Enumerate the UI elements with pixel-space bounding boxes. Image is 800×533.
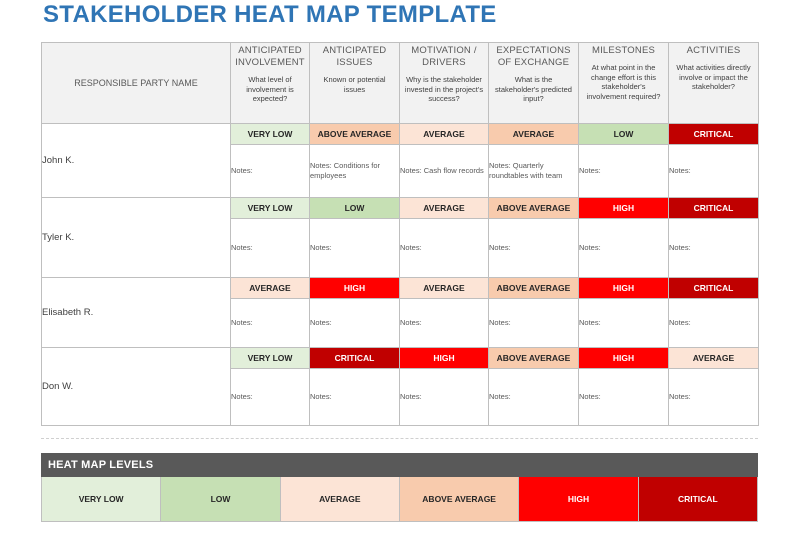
heat-level-cell[interactable]: ABOVE AVERAGE bbox=[489, 278, 579, 299]
notes-cell[interactable]: Notes: bbox=[669, 369, 759, 426]
stakeholder-level-row bbox=[42, 278, 759, 299]
heat-level-cell[interactable]: CRITICAL bbox=[669, 124, 759, 145]
column-subtitle: What is the stakeholder's predicted input? bbox=[495, 75, 572, 103]
stakeholder-name[interactable]: John K. bbox=[42, 124, 231, 198]
column-title: EXPECTATIONS OF EXCHANGE bbox=[496, 45, 571, 68]
heat-level-cell[interactable]: VERY LOW bbox=[231, 124, 310, 145]
notes-cell[interactable]: Notes: Conditions for employees bbox=[310, 145, 400, 198]
heat-level-cell[interactable]: ABOVE AVERAGE bbox=[489, 348, 579, 369]
heat-level-cell[interactable]: AVERAGE bbox=[669, 348, 759, 369]
notes-cell[interactable]: Notes: bbox=[579, 299, 669, 348]
heat-level-cell[interactable]: CRITICAL bbox=[310, 348, 400, 369]
heat-level-cell[interactable]: VERY LOW bbox=[231, 198, 310, 219]
notes-cell[interactable]: Notes: bbox=[310, 219, 400, 278]
notes-cell[interactable]: Notes: bbox=[579, 219, 669, 278]
notes-cell[interactable]: Notes: bbox=[400, 299, 489, 348]
notes-cell[interactable]: Notes: bbox=[231, 299, 310, 348]
responsible-party-header: RESPONSIBLE PARTY NAME bbox=[42, 43, 231, 124]
section-divider bbox=[41, 438, 758, 439]
legend-level-swatch: ABOVE AVERAGE bbox=[400, 477, 519, 521]
heat-level-cell[interactable]: AVERAGE bbox=[400, 124, 489, 145]
column-header-issues bbox=[310, 43, 400, 124]
heat-level-cell[interactable]: LOW bbox=[579, 124, 669, 145]
notes-cell[interactable]: Notes: bbox=[579, 369, 669, 426]
notes-cell[interactable]: Notes: bbox=[310, 299, 400, 348]
heat-level-cell[interactable]: AVERAGE bbox=[400, 278, 489, 299]
heat-level-cell[interactable]: HIGH bbox=[400, 348, 489, 369]
heat-level-cell[interactable]: HIGH bbox=[579, 198, 669, 219]
notes-cell[interactable]: Notes: Cash flow records bbox=[400, 145, 489, 198]
heat-level-cell[interactable]: CRITICAL bbox=[669, 278, 759, 299]
notes-cell[interactable]: Notes: bbox=[669, 145, 759, 198]
column-subtitle: Why is the stakeholder invested in the project's success? bbox=[404, 75, 484, 103]
legend-level-swatch: HIGH bbox=[519, 477, 638, 521]
heat-level-cell[interactable]: AVERAGE bbox=[400, 198, 489, 219]
notes-cell[interactable]: Notes: bbox=[579, 145, 669, 198]
legend-row bbox=[41, 477, 758, 522]
stakeholder-level-row bbox=[42, 124, 759, 145]
notes-cell[interactable]: Notes: bbox=[231, 145, 310, 198]
heat-map-levels-legend bbox=[41, 453, 758, 522]
column-header-involvement bbox=[231, 43, 310, 124]
column-title: ACTIVITIES bbox=[686, 45, 741, 56]
notes-cell[interactable]: Notes: bbox=[400, 369, 489, 426]
heat-level-cell[interactable]: HIGH bbox=[310, 278, 400, 299]
legend-level-swatch: CRITICAL bbox=[639, 477, 757, 521]
heat-level-cell[interactable]: CRITICAL bbox=[669, 198, 759, 219]
notes-cell[interactable]: Notes: bbox=[310, 369, 400, 426]
stakeholder-name[interactable]: Elisabeth R. bbox=[42, 278, 231, 348]
column-header-milestones bbox=[579, 43, 669, 124]
column-subtitle: What level of involvement is expected? bbox=[246, 75, 294, 103]
heat-level-cell[interactable]: AVERAGE bbox=[489, 124, 579, 145]
heat-level-cell[interactable]: HIGH bbox=[579, 348, 669, 369]
page-title: STAKEHOLDER HEAT MAP TEMPLATE bbox=[43, 1, 497, 28]
heat-level-cell[interactable]: VERY LOW bbox=[231, 348, 310, 369]
column-subtitle: Known or potential issues bbox=[323, 75, 386, 94]
column-title: MILESTONES bbox=[591, 45, 656, 56]
column-header-expectations bbox=[489, 43, 579, 124]
header-row bbox=[42, 43, 759, 124]
notes-cell[interactable]: Notes: bbox=[669, 219, 759, 278]
heat-level-cell[interactable]: ABOVE AVERAGE bbox=[489, 198, 579, 219]
column-title: ANTICIPATED INVOLVEMENT bbox=[235, 45, 305, 68]
stakeholder-name[interactable]: Don W. bbox=[42, 348, 231, 426]
column-title: MOTIVATION / DRIVERS bbox=[411, 45, 477, 68]
column-subtitle: What activities directly involve or impact the stakeholder? bbox=[676, 63, 751, 91]
column-subtitle: At what point in the change effort is this stakeholder's involvement required? bbox=[586, 63, 661, 101]
heat-map-table bbox=[41, 42, 759, 426]
legend-title: HEAT MAP LEVELS bbox=[41, 453, 758, 477]
stakeholder-name[interactable]: Tyler K. bbox=[42, 198, 231, 278]
legend-level-swatch: AVERAGE bbox=[281, 477, 400, 521]
notes-cell[interactable]: Notes: bbox=[489, 299, 579, 348]
notes-cell[interactable]: Notes: bbox=[489, 219, 579, 278]
heat-level-cell[interactable]: HIGH bbox=[579, 278, 669, 299]
heat-level-cell[interactable]: LOW bbox=[310, 198, 400, 219]
column-title: ANTICIPATED ISSUES bbox=[322, 45, 387, 68]
legend-level-swatch: VERY LOW bbox=[42, 477, 161, 521]
notes-cell[interactable]: Notes: bbox=[231, 219, 310, 278]
notes-cell[interactable]: Notes: bbox=[400, 219, 489, 278]
heat-level-cell[interactable]: AVERAGE bbox=[231, 278, 310, 299]
notes-cell[interactable]: Notes: bbox=[231, 369, 310, 426]
column-header-activities bbox=[669, 43, 759, 124]
stakeholder-level-row bbox=[42, 348, 759, 369]
legend-level-swatch: LOW bbox=[161, 477, 280, 521]
notes-cell[interactable]: Notes: bbox=[489, 369, 579, 426]
stakeholder-level-row bbox=[42, 198, 759, 219]
heat-map-grid bbox=[41, 42, 758, 426]
heat-level-cell[interactable]: ABOVE AVERAGE bbox=[310, 124, 400, 145]
notes-cell[interactable]: Notes: bbox=[669, 299, 759, 348]
column-header-motivation bbox=[400, 43, 489, 124]
notes-cell[interactable]: Notes: Quarterly roundtables with team bbox=[489, 145, 579, 198]
